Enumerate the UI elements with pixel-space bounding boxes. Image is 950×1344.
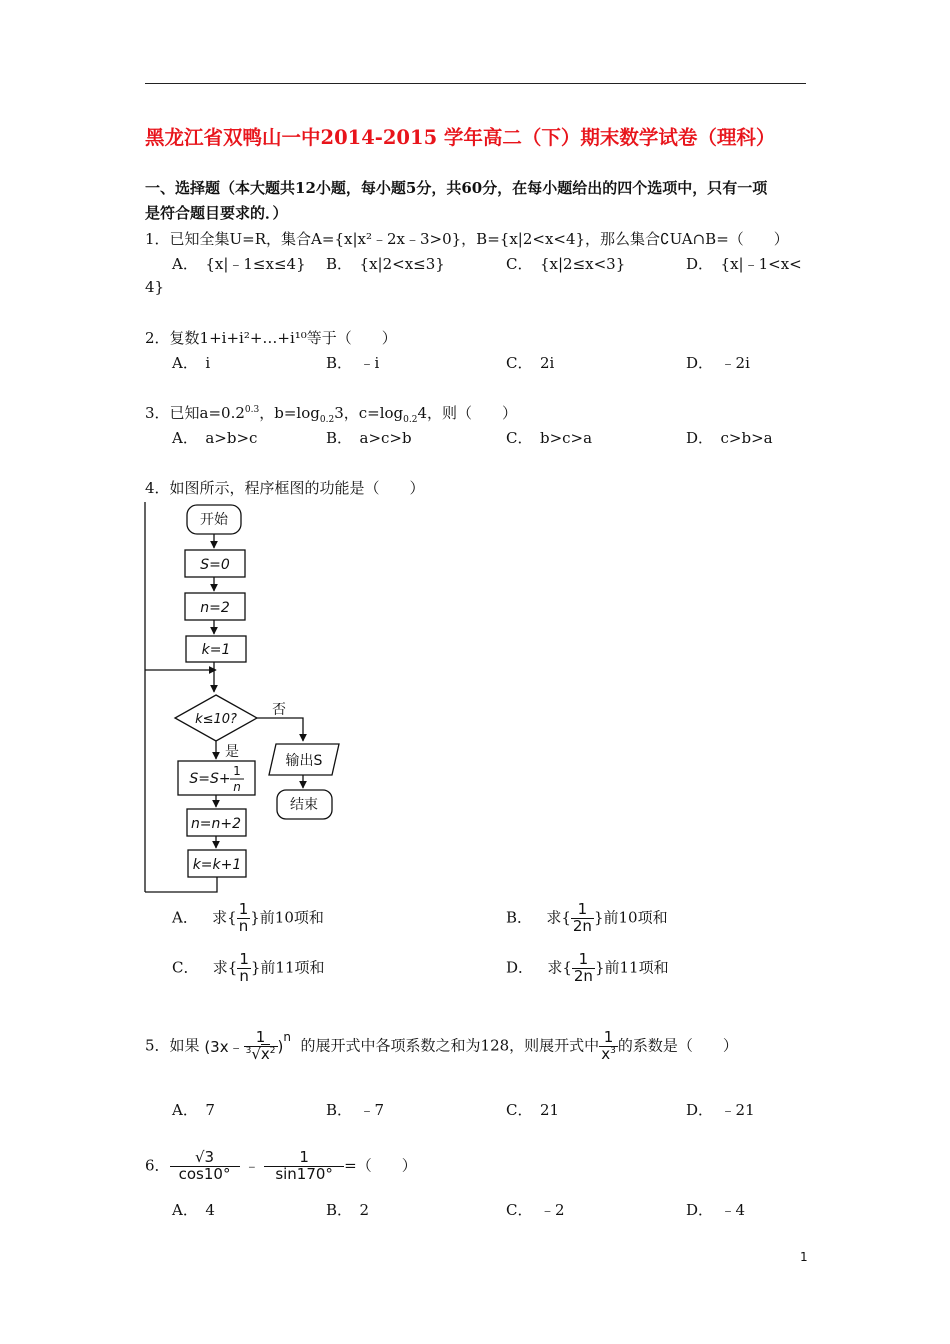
q3-option-a: A． a>b>c — [172, 429, 258, 447]
q4-option-d: D． 求{ $\frac{1}{2n}$ }前11项和 — [506, 950, 669, 985]
header-rule — [145, 83, 806, 84]
q1-option-a: A． {x|﹣1≤x≤4} — [172, 255, 306, 273]
page-number: 1 — [800, 1250, 808, 1264]
q3-option-c: C． b>c>a — [506, 429, 593, 447]
q6-option-d: D． ﹣4 — [686, 1201, 746, 1219]
q2-option-d: D． ﹣2i — [686, 354, 750, 372]
flow-update-s-label: S=S+ — [189, 771, 231, 787]
flow-k1-label: k=1 — [201, 642, 231, 658]
q1-option-d-wrap: 4} — [145, 278, 165, 296]
q4-option-b: B． 求{ $\frac{1}{2n}$ }前10项和 — [506, 900, 668, 935]
q6-option-c: C． ﹣2 — [506, 1201, 565, 1219]
flow-end-label: 结束 — [290, 797, 318, 813]
section-heading-line1: 一、选择题（本大题共12小题，每小题5分，共60分，在每小题给出的四个选项中，只有一项 — [145, 179, 768, 197]
flow-no-label: 否 — [272, 702, 286, 718]
page-title: 黑龙江省双鸭山一中2014-2015 学年高二（下）期末数学试卷（理科） — [145, 126, 776, 149]
q2-option-c: C． 2i — [506, 354, 555, 372]
q6-stem: 6． $\frac{√3}{\cos 10^\circ}$ ﹣ $\frac{1}{\sin 170^\circ}$ =（ ） — [145, 1148, 417, 1183]
flow-yes-label: 是 — [225, 744, 239, 760]
q3-stem: 3．已知$a=0.2^{0.3}$，$b=\log_{0.2}3$，$c=\log_{0.2}4$，则（ ） — [145, 404, 518, 425]
q2-option-b: B． ﹣i — [326, 354, 380, 372]
q4-option-a: A． 求{ $\frac{1}{n}$ }前10项和 — [172, 900, 324, 935]
q5-option-c: C． 21 — [506, 1101, 560, 1119]
flow-output-label: 输出S — [285, 753, 323, 769]
flow-update-s-num: 1 — [233, 764, 241, 778]
q2-option-a: A． i — [172, 354, 211, 372]
q6-option-b: B． 2 — [326, 1201, 370, 1219]
q1-option-c: C． {x|2≤x<3} — [506, 255, 626, 273]
q1-stem: 1．已知全集U=R，集合A={x|x²﹣2x﹣3>0}，B={x|2<x<4}，那么集合∁UA∩B=（ ） — [145, 230, 789, 248]
flow-decision-label: k≤10? — [195, 712, 237, 727]
section-heading-line2: 是符合题目要求的．） — [145, 204, 288, 222]
q2-stem: 2．复数1+i+i²+…+i¹⁰等于（ ） — [145, 329, 397, 347]
q5-option-b: B． ﹣7 — [326, 1101, 385, 1119]
q4-option-c: C． 求{ $\frac{1}{n}$ }前11项和 — [172, 950, 325, 985]
flow-s0-label: S=0 — [200, 557, 230, 573]
flow-k-inc-label: k=k+1 — [192, 857, 242, 873]
q3-option-b: B． a>c>b — [326, 429, 412, 447]
flow-n-inc-label: n=n+2 — [190, 816, 242, 832]
flowchart — [140, 500, 350, 896]
flow-update-s-den: n — [233, 780, 241, 794]
q1-option-d: D． {x|﹣1<x< — [686, 255, 802, 273]
q4-stem: 4．如图所示，程序框图的功能是（ ） — [145, 479, 425, 497]
flow-n2-label: n=2 — [200, 600, 230, 616]
flow-start-label: 开始 — [200, 512, 228, 528]
q6-option-a: A． 4 — [172, 1201, 215, 1219]
q5-option-d: D． ﹣21 — [686, 1101, 755, 1119]
q1-option-b: B． {x|2<x≤3} — [326, 255, 445, 273]
q3-option-d: D． c>b>a — [686, 429, 773, 447]
q5-stem: 5．如果 (3x﹣ $\frac{1}{^3√x^2}$ )$^n$ 的展开式中各项系数之和为128，则展开式中 $\frac{1}{x^3}$ 的系数是（ ） — [145, 1028, 738, 1063]
q5-option-a: A． 7 — [172, 1101, 215, 1119]
